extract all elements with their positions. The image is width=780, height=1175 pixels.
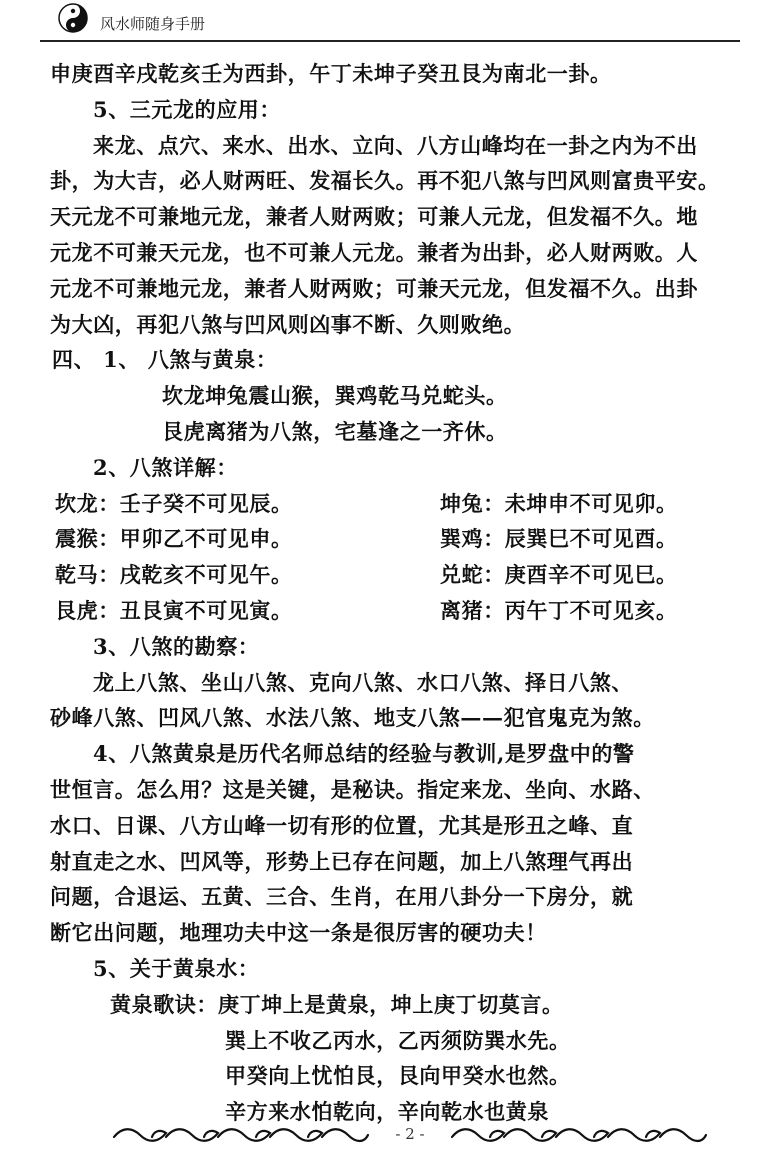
paragraph-line: 断它出问题，地理功夫中这一条是很厉害的硬功夫！	[50, 920, 547, 946]
paragraph-line: 来龙、点穴、来水、出水、立向、八方山峰均在一卦之内为不出	[93, 132, 698, 158]
table-cell: 离猪：丙午丁不可见亥。	[440, 597, 678, 623]
table-row	[50, 486, 740, 522]
table-row	[50, 593, 740, 629]
wave-ornament-icon	[448, 1117, 710, 1151]
poem-line: 坎龙坤兔震山猴，巽鸡乾马兑蛇头。	[162, 383, 508, 409]
table-row	[50, 557, 740, 593]
section-heading: 2、八煞详解：	[93, 454, 238, 480]
header-title: 风水师随身手册	[100, 15, 206, 33]
section-heading: 5、三元龙的应用：	[93, 96, 282, 122]
poem-line: 甲癸向上忧怕艮，艮向甲癸水也然。	[225, 1063, 571, 1089]
paragraph-line: 元龙不可兼地元龙，兼者人财两败；可兼天元龙，但发福不久。出卦	[50, 275, 698, 301]
yin-yang-icon	[58, 3, 88, 33]
wave-ornament-icon	[110, 1117, 372, 1151]
section-heading: 3、八煞的勘察：	[93, 633, 260, 659]
poem-line: 艮虎离猪为八煞，宅墓逢之一齐休。	[162, 418, 508, 444]
paragraph-line: 世恒言。怎么用？这是关键，是秘诀。指定来龙、坐向、水路、	[50, 776, 655, 802]
table-cell: 巽鸡：辰巽巳不可见酉。	[440, 526, 678, 552]
table-cell: 艮虎：丑艮寅不可见寅。	[55, 597, 293, 623]
intro-line: 申庚酉辛戌乾亥壬为西卦，午丁未坤子癸丑艮为南北一卦。	[50, 61, 612, 86]
paragraph-line: 4、八煞黄泉是历代名师总结的经验与教训,是罗盘中的警	[93, 741, 635, 767]
paragraph-line: 问题，合退运、五黄、三合、生肖，在用八卦分一下房分，就	[50, 884, 634, 910]
page-footer	[110, 1117, 710, 1151]
paragraph-line: 卦，为大吉，必人财两旺、发福长久。再不犯八煞与凹风则富贵平安。	[50, 168, 720, 194]
section-heading: 四、 1、 八煞与黄泉：	[52, 347, 278, 373]
paragraph-line: 射直走之水、凹风等，形势上已存在问题，加上八煞理气再出	[50, 848, 634, 874]
poem-line: 辛方来水怕乾向，辛向乾水也黄泉	[225, 1099, 549, 1125]
paragraph-line: 天元龙不可兼地元龙，兼者人财两败；可兼人元龙，但发福不久。地	[50, 204, 698, 230]
paragraph-line: 水口、日课、八方山峰一切有形的位置，尤其是形丑之峰、直	[50, 812, 634, 838]
table-cell: 兑蛇：庚酉辛不可见巳。	[440, 562, 678, 588]
paragraph-line: 为大凶，再犯八煞与凹风则凶事不断、久则败绝。	[50, 311, 526, 337]
poem-line: 巽上不收乙丙水，乙丙须防巽水先。	[225, 1027, 571, 1053]
page-header	[40, 0, 740, 42]
page-number: - 2 -	[395, 1125, 425, 1143]
section-heading: 5、关于黄泉水：	[93, 955, 260, 981]
table-cell: 震猴：甲卯乙不可见申。	[55, 526, 293, 552]
table-cell: 乾马：戌乾亥不可见午。	[55, 562, 293, 588]
paragraph-line: 龙上八煞、坐山八煞、克向八煞、水口八煞、择日八煞、	[93, 669, 633, 695]
table-cell: 坎龙：壬子癸不可见辰。	[55, 490, 293, 516]
table-row	[50, 521, 740, 557]
paragraph-line: 元龙不可兼天元龙，也不可兼人元龙。兼者为出卦，必人财两败。人	[50, 239, 698, 265]
table-cell: 坤兔：未坤申不可见卯。	[440, 490, 678, 516]
page-content	[50, 56, 740, 1130]
poem-line: 黄泉歌诀：庚丁坤上是黄泉，坤上庚丁切莫言。	[110, 991, 564, 1017]
paragraph-line: 砂峰八煞、凹风八煞、水法八煞、地支八煞——犯官鬼克为煞。	[50, 705, 655, 731]
